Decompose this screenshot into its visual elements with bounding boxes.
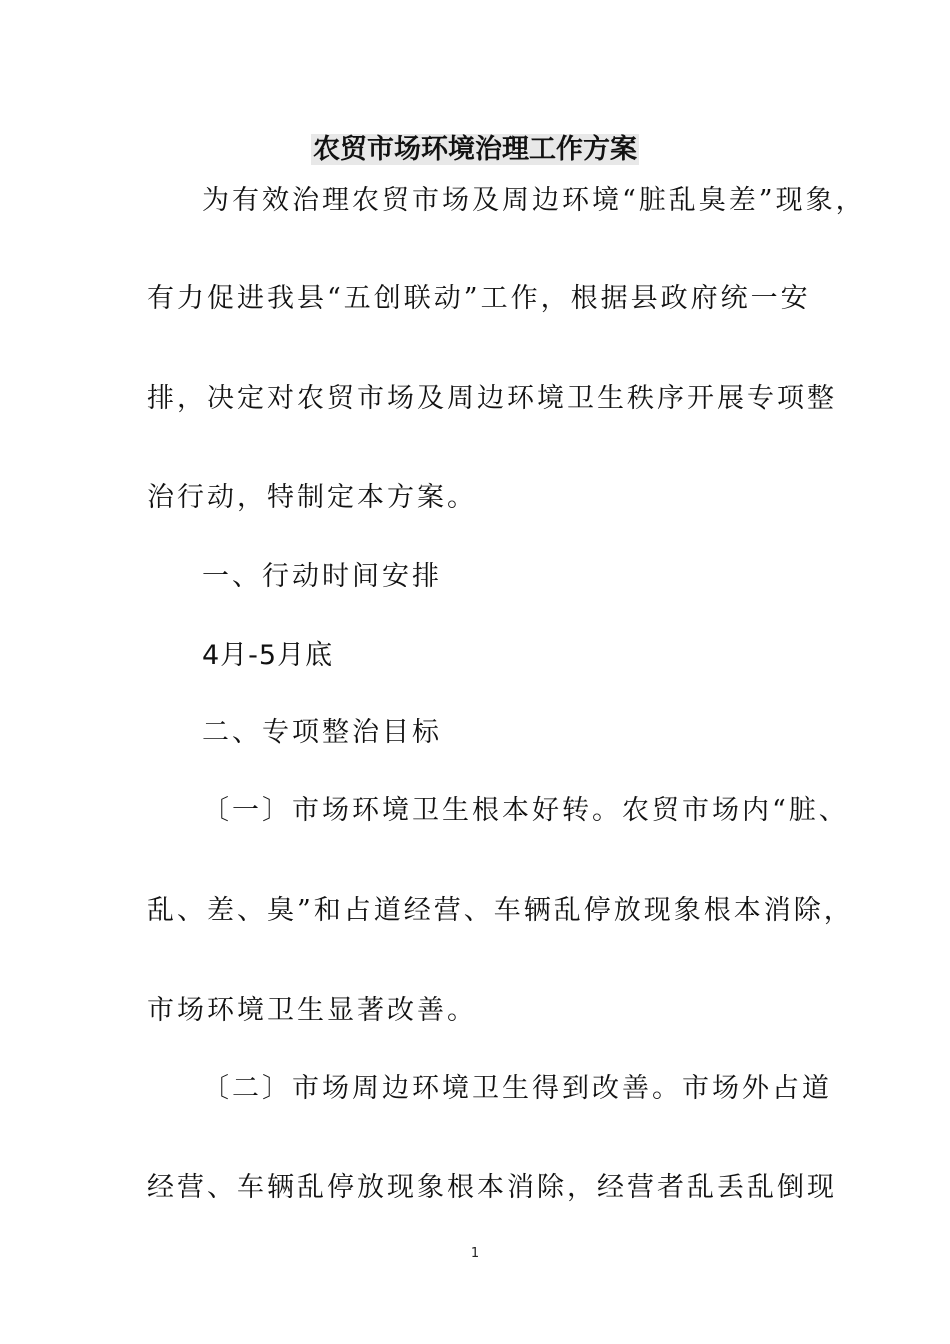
paragraph-line: 经营、车辆乱停放现象根本消除，经营者乱丢乱倒现: [147, 1172, 837, 1203]
section-heading: 一、行动时间安排: [202, 561, 442, 592]
document-title: [0, 128, 950, 172]
title-text: 农贸市场环境治理工作方案: [313, 134, 637, 165]
paragraph-line: 〔一〕市场环境卫生根本好转。农贸市场内“脏、: [202, 795, 849, 826]
paragraph-line: 为有效治理农贸市场及周边环境“脏乱臭差”现象，: [202, 185, 866, 216]
paragraph-line: 乱、差、臭”和占道经营、车辆乱停放现象根本消除，: [147, 895, 854, 926]
paragraph-line: 有力促进我县“五创联动”工作，根据县政府统一安: [147, 283, 811, 314]
page-number: 1: [470, 1246, 480, 1261]
paragraph-line: 治行动，特制定本方案。: [147, 482, 477, 513]
paragraph-line: 排，决定对农贸市场及周边环境卫生秩序开展专项整: [147, 383, 837, 414]
time-range: 4月-5月底: [202, 640, 334, 671]
section-heading: 二、专项整治目标: [202, 717, 442, 748]
paragraph-line: 〔二〕市场周边环境卫生得到改善。市场外占道: [202, 1073, 832, 1104]
paragraph-line: 市场环境卫生显著改善。: [147, 995, 477, 1026]
